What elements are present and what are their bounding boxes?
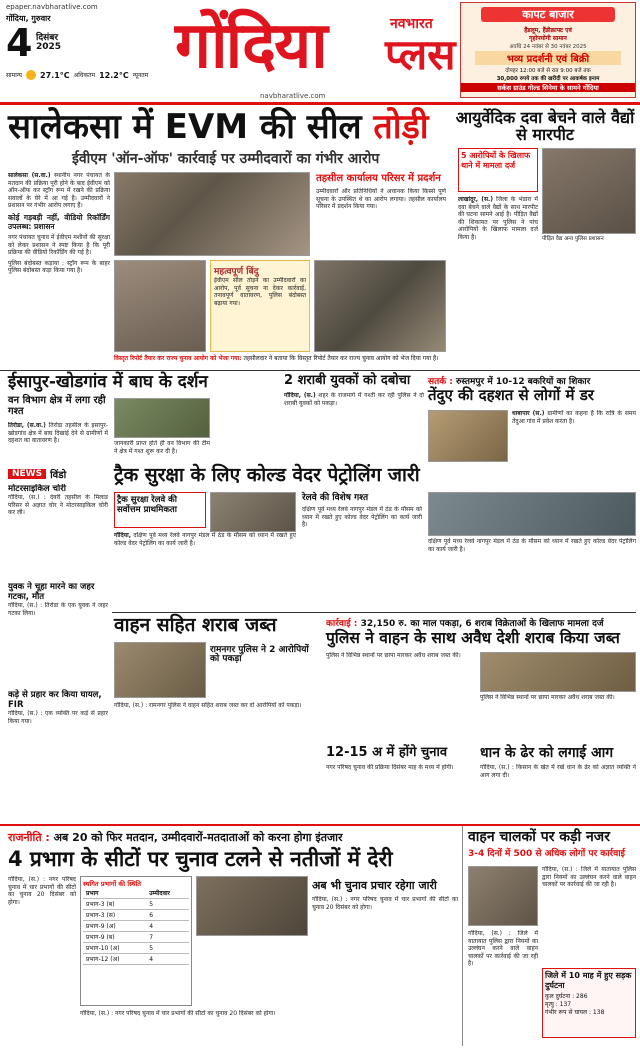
table-row: प्रभाग-10 (अ) 5 [83, 943, 189, 954]
main-caption: विस्तृत रिपोर्ट तैयार कर राज्य चुनाव आयोग को भेजा गया: तहसीलदार ने बताया कि विस्तृत रिपोर्ट तैयार कर राज्य चुनाव आयोग को भेज दिया गया है। [114, 355, 439, 362]
leopard-strap: सतर्क : रुस्तमपुर में 10-12 बकरियों का शिकार [428, 377, 591, 387]
weather-box [6, 66, 156, 84]
masthead-title: गोंदिया [175, 9, 326, 83]
leopard-body: धाबापार (स.) ग्रामीणों का कहना है कि रात्रि के समय तेंदुआ गांव में प्रवेश करता है। [512, 410, 636, 425]
seize-strap: कार्रवाई : 32,150 रु. का माल पकड़ा, 6 शराब विक्रेताओं के खिलाफ मामला दर्ज [326, 619, 604, 629]
track-body: गोंदिया, दक्षिण पूर्व मध्य रेलवे नागपुर मंडल में ठंड के मौसम को ध्यान में रखते हुए कोल्ड वेदर पेट्रोलिंग का कार्य जारी है। [114, 532, 296, 547]
leopard-headline: तेंदुए की दहशत से लोगों में डर [428, 386, 594, 404]
temp-max: 27.1°C [40, 70, 70, 80]
temp-min-label: न्यूनतम [132, 72, 149, 79]
advertisement[interactable] [460, 2, 636, 98]
masthead-divider [0, 102, 640, 105]
sun-icon [26, 70, 36, 80]
temp-min: 12.2°C [99, 70, 129, 80]
main-sub-body: उम्मीदवारों और प्रतिनिधियों ने अचानक किया किस्से पूर्ण सूचना के उपस्थित थे का आरोप लगाया। तहसील कार्यालय परिसर में प्रदर्शन किया गया। [316, 188, 446, 211]
ayurved-box: 5 आरोपियों के खिलाफ थाने में मामला दर्ज [458, 148, 538, 192]
date-month: दिसंबर [36, 33, 59, 43]
politics-strap: राजनीति : अब 20 को फिर मतदान, उम्मीदवारों-मतदाताओं को करना होगा इंतजार [8, 831, 343, 844]
table-header-row: प्रभाग उम्मीदवार [83, 888, 189, 899]
tiger-body2: जानकारी प्राप्त होते ही वन विभाग की टीम ने क्षेत्र में गश्त शुरू कर दी है। [114, 440, 210, 455]
traffic-box-title: जिले में 10 माह में हुए सड़क दुर्घटना [545, 971, 632, 990]
track-sub-box: ट्रैक सुरक्षा रेलवे की सर्वोत्तम प्राथमिकता [114, 492, 206, 528]
track-body3: दक्षिण पूर्व मध्य रेलवे नागपुर मंडल में ठंड के मौसम को ध्यान में रखते हुए कोल्ड वेदर पेट्रोलिंग का कार्य जारी है। [428, 538, 636, 553]
vehicle-headline: वाहन सहित शराब जब्त [114, 614, 277, 636]
traffic-box-l3: गंभीर रूप से घायल : 138 [545, 1009, 605, 1016]
table-row: प्रभाग-12 (अ) 4 [83, 954, 189, 965]
key-points-box [210, 260, 310, 352]
main-photo-meeting [314, 260, 446, 352]
main-subhead: ईवीएम 'ऑन-ऑफ' कार्रवाई पर उम्मीदवारों का गंभीर आरोप [72, 151, 380, 167]
temp-max-label: अधिकतम [73, 72, 96, 79]
politics-table [83, 888, 189, 965]
date-year: 2025 [36, 42, 62, 52]
ad-place: सर्कस ग्राउंड गोल्ड सिनेमा के सामने गोंदिया [461, 83, 635, 92]
vehicle-sub: रामनगर पुलिस ने 2 आरोपियों को पकड़ा [210, 645, 309, 665]
ad-big: भव्य प्रदर्शनी एवं बिक्री [475, 51, 621, 65]
tiger-sub: वन विभाग क्षेत्र में लगा रही गश्त [8, 395, 106, 417]
seize-body2: पुलिस ने विभिन्न स्थानों पर छापा मारकर अवैध शराब जब्त की। [480, 694, 615, 701]
ad-line1: हैंडलूम, हैंडीक्राफ्ट एवं [524, 27, 572, 34]
main-headline: सालेकसा में EVM की सील तोड़ी [8, 107, 429, 147]
leopard-photo [428, 410, 508, 462]
track-photo [210, 492, 296, 532]
ad-title: कापट बाजार [481, 7, 615, 22]
divider-row3 [0, 824, 640, 826]
track-body2: दक्षिण पूर्व मध्य रेलवे नागपुर मंडल में ठंड के मौसम को ध्यान में रखते हुए कोल्ड वेदर पेट्रोलिंग का कार्य जारी है। [302, 506, 422, 529]
epaper-url: epaper.navbharatlive.com [6, 3, 98, 11]
brand-bottom: प्लस [385, 30, 456, 79]
news-window [8, 484, 108, 820]
tiger-headline: ईसापुर-खोडगांव में बाघ के दर्शन [8, 372, 208, 392]
ad-prize: 30,000 रुपये तक की खरीदी पर आकर्षक इनाम [496, 76, 600, 82]
politics-table-title: स्थगित प्रभागों की स्थिति [83, 880, 141, 888]
key-points-body: ईवीएम सील तोड़ने का उम्मीदवारों का आरोप, पूर्व सूचना ना देकर कार्रवाई, तनावपूर्ण वातावरण, पुलिस बंदोबस्त बढ़ाया गया। [214, 277, 306, 307]
vehicle-photo [114, 642, 206, 698]
brand-top: नवभारत [390, 16, 433, 32]
table-row: प्रभाग-3 (ब) 5 [83, 899, 189, 910]
main-photo-crowd [114, 172, 310, 256]
traffic-sub: 3-4 दिनों में 500 से अधिक लोगों पर कार्रवाई [468, 849, 625, 859]
seize-headline: पुलिस ने वाहन के साथ अवैध देशी शराब किया जब्त [326, 629, 620, 647]
main-sub-title: तहसील कार्यालय परिसर में प्रदर्शन [316, 173, 441, 184]
traffic-box-l2: मृत्यु : 137 [545, 1001, 572, 1008]
paddy-headline: धान के ढेर को लगाई आग [480, 745, 614, 761]
politics-body: गोंदिया, (स.) : नगर परिषद चुनाव में चार प्रभागों की सीटों का चुनाव 20 दिसंबर को होगा। [8, 876, 76, 906]
table-row: प्रभाग-9 (ब) 7 [83, 932, 189, 943]
news-label: NEWS [8, 469, 46, 479]
divider-row2 [112, 612, 636, 613]
traffic-box-l1: कुल दुर्घटना : 286 [545, 993, 588, 1000]
politics-headline: 4 प्रभाग के सीटों पर चुनाव टलने से नतीजों में देरी [8, 847, 393, 871]
tiger-body: तिरोडा, (स.वा.) तिरोडा तहसील के इसापुर-खोडगांव क्षेत्र में बाघ दिखाई देने से ग्रामीणों में दहशत का वातावरण है। [8, 422, 108, 445]
date-number: 4 [6, 21, 33, 65]
liquor-headline: 2 शराबी युवकों को दबोचा [284, 373, 411, 388]
news-item3-title: कड़े से प्रहार कर किया घायल, FIR [8, 690, 102, 710]
seize-body: पुलिस ने विभिन्न स्थानों पर छापा मारकर अवैध शराब जब्त की। [326, 652, 461, 659]
website: navbharatlive.com [260, 92, 326, 100]
news-item2-body: गोंदिया, (स.) : तिरोडा के एक युवक ने जहर गटका लिया। [8, 602, 108, 617]
vehicle-body: गोंदिया, (स.) : रामनगर पुलिस ने वाहन सहित शराब जब्त कर दो आरोपियों को पकड़ा। [114, 702, 302, 709]
paddy-body: गोंदिया, (स.) : किसान के खेत में रखे धान के ढेर को अज्ञात व्यक्ति ने आग लगा दी। [480, 764, 636, 779]
main-photo-officials [114, 260, 206, 352]
ayurved-photo [542, 148, 636, 234]
traffic-body2: गोंदिया, (स.) : जिले में यातायात पुलिस द्वारा नियमों का उल्लंघन करने वाले वाहन चालकों पर कार्रवाई की जा रही है। [468, 930, 538, 968]
ayurved-headline: आयुर्वेदिक दवा बेचने वाले वैद्यों से मारपीट [455, 108, 635, 144]
traffic-photo [468, 866, 538, 926]
divider-row1 [0, 370, 640, 371]
news-item3-body: गोंदिया, (स.) : एक व्यक्ति पर कड़े से प्रहार किया गया। [8, 710, 108, 725]
tiger-photo [114, 398, 210, 438]
ad-dates: अवधि 24 नवंबर से 30 नवंबर 2025 [509, 44, 587, 50]
news-item1-body: गोंदिया, (स.) : देवरी तहसील के मिलाड परिसर से अज्ञात चोर ने मोटरसाइकिल चोरी कर ली। [8, 494, 108, 517]
news-label2: विंडो [50, 470, 67, 481]
ayurved-body: लाखांदूर, (स.) जिला के भंडारा में दवा बेचने वाले वैद्यों के साथ मारपीट की घटना सामने आई है। पीड़ित वैद्यों की शिकायत पर पुलिस ने पांच आरोपियों के खिलाफ मामला दर्ज किया है। [458, 196, 538, 241]
weather-label: सामान्य [6, 72, 23, 79]
election-body: नगर परिषद चुनाव की प्रक्रिया दिसंबर माह के मध्य में होगी। [326, 764, 454, 771]
politics-photo [196, 876, 308, 936]
seize-photo [480, 652, 636, 692]
politics-table-box [80, 876, 192, 1006]
divider-col-bottom [462, 826, 463, 1046]
traffic-box [542, 968, 636, 1038]
traffic-headline: वाहन चालकों पर कड़ी नजर [468, 829, 610, 845]
politics-body3: गोंदिया, (स.) : नगर परिषद चुनाव में चार प्रभागों की सीटों का चुनाव 20 दिसंबर को होगा। [80, 1010, 276, 1017]
ayurved-caption: पीड़ित वैद्य अन्य पुलिस प्रशासन [542, 236, 604, 242]
city-day: गोंदिया, गुरुवार [6, 14, 51, 23]
table-row: प्रभाग-3 (स) 6 [83, 910, 189, 921]
track-headline: ट्रैक सुरक्षा के लिए कोल्ड वेदर पेट्रोलिंग जारी [114, 464, 420, 486]
track-box-title: रेलवे की विशेष गश्त [302, 493, 369, 503]
table-row: प्रभाग-9 (अ) 4 [83, 921, 189, 932]
politics-sub-headline: अब भी चुनाव प्रचार रहेगा जारी [312, 879, 437, 892]
news-item2-title: युवक ने चूहा मारने का जहर गटका, मौत [8, 582, 95, 602]
ad-line2: गृहोपयोगी सामान [529, 35, 567, 42]
news-window-header [8, 466, 108, 482]
liquor-body: गोंदिया, (स.) शहर के राजमार्ग में गश्ती कर रही पुलिस ने दो शराबी युवकों को पकड़ा। [284, 392, 424, 407]
key-points-title: महत्वपूर्ण बिंदु [214, 267, 259, 277]
track-photo2 [428, 492, 636, 536]
politics-body2: गोंदिया, (स.) : नगर परिषद चुनाव में चार प्रभागों की सीटों का चुनाव 20 दिसंबर को होगा। [312, 896, 458, 911]
election-headline: 12-15 अ में होंगे चुनाव [326, 745, 448, 760]
news-item1-title: मोटरसाइकिल चोरी [8, 484, 66, 494]
traffic-body: गोंदिया, (स.) : जिले में यातायात पुलिस द्वारा नियमों का उल्लंघन करने वाले वाहन चालकों पर कार्रवाई की जा रही है। [542, 866, 636, 889]
main-left-column: सालेकसा (स.वा.) स्थानीय नगर पंचायत के मतदान की प्रक्रिया पूरी होने के बाद ईवीएम को ऑन-ऑफ कर स्ट्रॉग रूम में रखने की प्रक्रिया सवालों के घेरे में आ गई है। उम्मीदवारों ने प्रशासन पर गंभीर आरोप लगाए हैं। कोई गड़बड़ी नहीं, वीडियो रिकॉर्डिंग उपलब्ध: प्रशासन नगर पंचायत चुनाव में ईवीएम मशीनों की सुरक्षा को लेकर प्रशासन ने स्पष्ट किया है कि पूरी प्रक्रिया की वीडियो रिकॉर्डिंग की गई है। पुलिस बंदोबस्त कड़ाया : स्ट्रॉग रूम के बाहर पुलिस बंदोबस्त कड़ा किया गया है। [8, 172, 110, 275]
ad-time: दोपहर 12:00 बजे से रात 9:00 बजे तक [505, 68, 591, 74]
